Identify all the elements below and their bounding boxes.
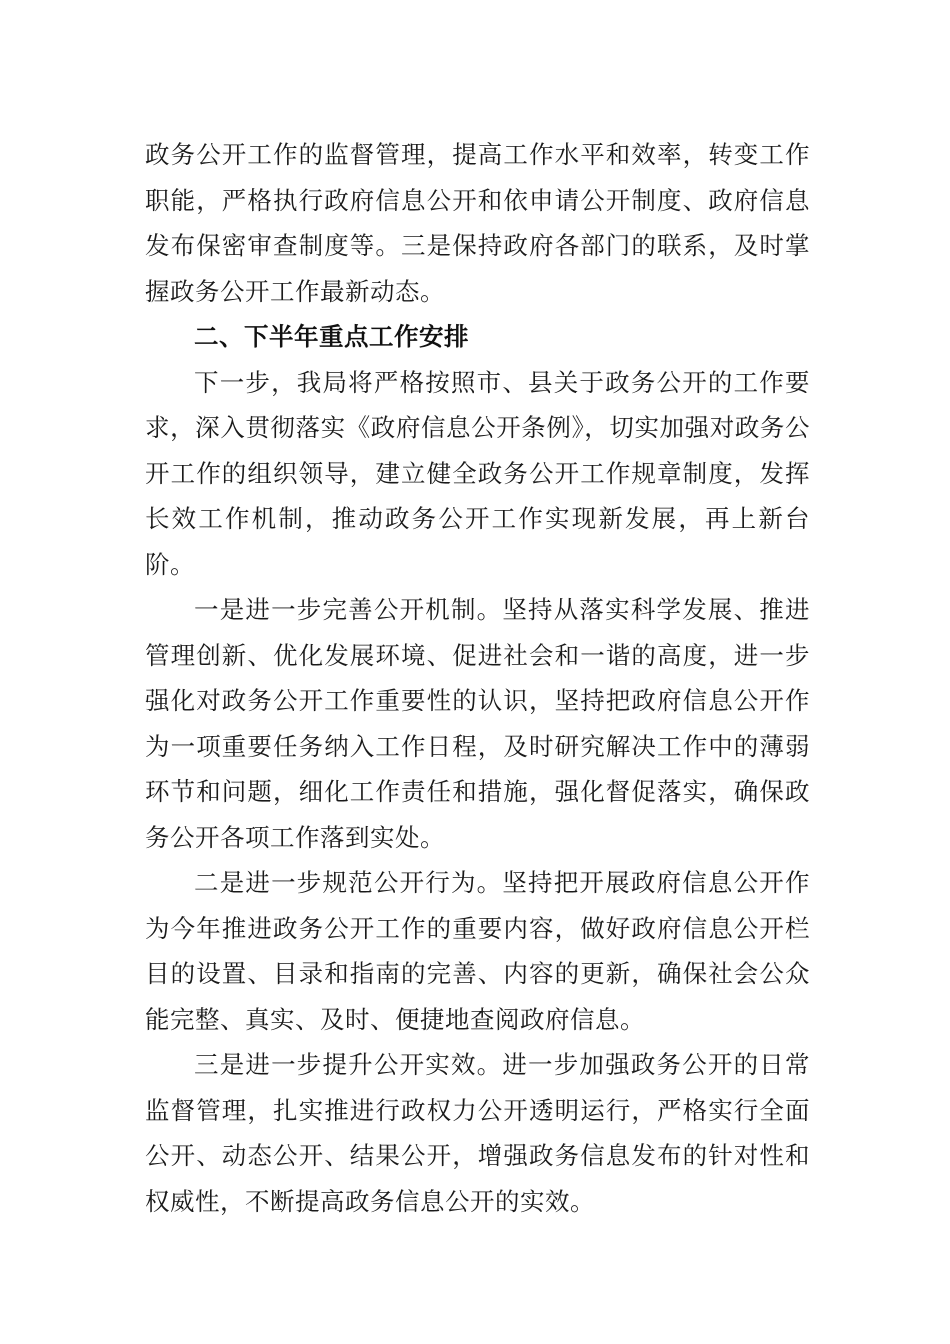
paragraph-item-2: 二是进一步规范公开行为。坚持把开展政府信息公开作为今年推进政务公开工作的重要内容，做好政府信息公开栏目的设置、目录和指南的完善、内容的更新，确保社会公众能完整、真实、及时、便捷地查阅政府信息。	[145, 868, 810, 1034]
document-body	[145, 132, 810, 1224]
paragraph-item-3: 三是进一步提升公开实效。进一步加强政务公开的日常监督管理，扎实推进行政权力公开透明运行，严格实行全面公开、动态公开、结果公开，增强政务信息发布的针对性和权威性，不断提高政务信息公开的实效。	[145, 1050, 810, 1216]
paragraph-continuation: 政务公开工作的监督管理，提高工作水平和效率，转变工作职能，严格执行政府信息公开和依申请公开制度、政府信息发布保密审查制度等。三是保持政府各部门的联系，及时掌握政务公开工作最新动态。	[145, 140, 810, 306]
section-heading: 二、下半年重点工作安排	[194, 322, 469, 351]
paragraph-intro: 下一步，我局将严格按照市、县关于政务公开的工作要求，深入贯彻落实《政府信息公开条例》，切实加强对政务公开工作的组织领导，建立健全政务公开工作规章制度，发挥长效工作机制，推动政务公开工作实现新发展，再上新台阶。	[145, 367, 810, 579]
paragraph-item-1: 一是进一步完善公开机制。坚持从落实科学发展、推进管理创新、优化发展环境、促进社会和一谐的高度，进一步强化对政务公开工作重要性的认识，坚持把政府信息公开作为一项重要任务纳入工作日程，及时研究解决工作中的薄弱环节和问题，细化工作责任和措施，强化督促落实，确保政务公开各项工作落到实处。	[145, 595, 810, 852]
